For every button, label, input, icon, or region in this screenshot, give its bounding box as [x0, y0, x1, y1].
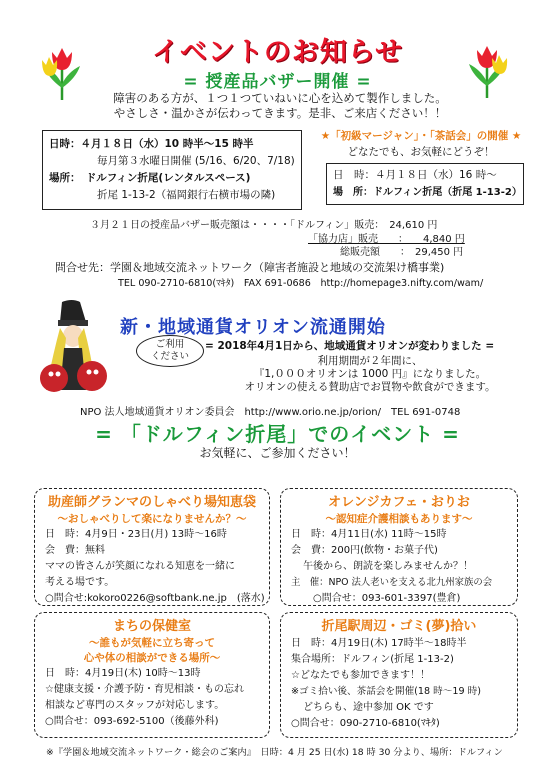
event-line: 日 時：4月11日(水) 11時～15時 [291, 529, 447, 540]
event-line: 日 時：4月9日・23日(月) 13時～16時 [45, 529, 227, 540]
event-title: 助産師グランマのしゃべり場知恵袋 [47, 495, 256, 510]
intro-text [60, 91, 500, 121]
orion-line-2: 『1,０００オリオンは 1000 円』になりました。 [253, 368, 487, 380]
sales-line-2: 「協力店」販売 ： 4,840 円 [308, 234, 465, 245]
mahjong-date: 日 時：４月１８日（水）16 時～ [333, 169, 497, 181]
event-line: 日 時：4月19日(木) 17時半～18時半 [291, 638, 467, 649]
event-title: 折尾駅周辺・ゴミ(夢)拾い [321, 619, 477, 634]
mahjong-note: どなたでも、お気軽にどうぞ！ [347, 146, 495, 158]
orion-footer: NPO 法人地域通貨オリオン委員会 http://www.orio.ne.jp/orion/ TEL 691-0748 [80, 407, 461, 418]
orion-details [230, 355, 510, 394]
event-card-litter-pickup [280, 612, 518, 738]
event-line: どちらも、途中参加 OK です [303, 702, 434, 713]
event-subtitle-2: 心や体の相談ができる場所～ [83, 652, 221, 664]
orion-headline: = 2018年4月1日から、地域通貨オリオンが変わりました = [205, 340, 495, 352]
dolphin-events-subtitle: お気軽に、ご参加ください！ [199, 446, 356, 460]
event-line: 日 時：4月19日(木) 10時～13時 [45, 668, 201, 679]
event-title: オレンジカフェ・おりお [328, 495, 470, 510]
event-line: 集合場所：ドルフィン(折尾 1-13-2) [291, 654, 454, 665]
bazaar-heading: = 授産品バザー開催 = [183, 72, 372, 92]
event-subtitle: ～おしゃべりして楽になりませんか？～ [57, 513, 247, 525]
dolphin-events-title: = 「ドルフィン折尾」でのイベント = [95, 422, 460, 446]
bazaar-place: 場所： ドルフィン折尾(レンタルスペース) [49, 172, 251, 184]
event-line: ママの皆さんが笑顔になれる知恵を一緒に [45, 561, 235, 572]
event-line: 会 費：無料 [45, 545, 105, 556]
bazaar-address: 折尾 1-13-2（福岡銀行右横市場の隣) [97, 189, 276, 201]
sales-line-1: ３月２１日の授産品バザー販売額は・・・・「ドルフィン」販売： 24,610 円 [90, 220, 438, 231]
mahjong-place: 場 所：ドルフィン折尾（折尾 1-13-2） [333, 187, 522, 198]
event-line: ☆どなたでも参加できます！！ [291, 670, 430, 681]
bazaar-schedule: 毎月第３水曜日開催 (5/16、6/20、7/18) [97, 155, 295, 167]
bazaar-date: 日時：４月１８日（水）10 時半～15 時半 [49, 138, 254, 150]
event-subtitle: ～誰もが気軽に立ち寄って [89, 637, 215, 649]
intro-line-2: やさしさ・温かさが伝わってきます。是非、ご来店ください！！ [113, 106, 447, 120]
sales-total: 総販売額 ： 29,450 円 [340, 247, 464, 258]
event-title: まちの保健室 [112, 619, 191, 634]
event-card-grandma [34, 488, 270, 606]
orion-mascot-illustration [32, 298, 122, 398]
bazaar-info-box [42, 130, 302, 210]
orion-title: 新・地域通貨オリオン流通開始 [120, 317, 386, 338]
orion-line-3: オリオンの使える賛助店でお買物や飲食ができます。 [244, 381, 496, 393]
event-line: ※ゴミ拾い後、茶話会を開催(18 時～19 時) [291, 686, 481, 697]
event-contact: ○問合せ：093-692-5100（後藤外科) [45, 716, 219, 727]
event-card-orange-cafe [280, 488, 518, 606]
event-line: 会 費：200円(飲物・お菓子代) [291, 545, 438, 556]
event-contact: ○問合せ:kokoro0226@softbank.ne.jp (落水) [45, 593, 265, 604]
orion-line-1: 利用期間が２年間に、 [317, 355, 423, 367]
event-subtitle: ～認知症介護相談もあります～ [325, 513, 473, 525]
event-line: 午後から、朗読を楽しみませんか？！ [303, 561, 473, 572]
page-title: イベントのお知らせ [151, 37, 404, 68]
intro-line-1: 障害のある方が、１つ１つていねいに心を込めて製作しました。 [113, 91, 447, 105]
footer-note: ※『学園＆地域交流ネットワーク・総会のご案内』 日時：4 月 25 日(水) 18 時 30 分より、場所：ドルフィン [46, 747, 503, 758]
mahjong-info-box [326, 163, 524, 205]
mahjong-title: ★「初級マージャン」・「茶話会」の開催 ★ [320, 130, 522, 142]
event-line: ☆健康支援・介護予防・育児相談・もの忘れ [45, 684, 244, 695]
event-contact: ○問合せ：090-2710-6810(ﾏｷﾀ) [291, 718, 440, 729]
orion-speech-bubble: ご利用 ください [136, 335, 204, 367]
event-contact: ○問合せ：093-601-3397(豊倉) [313, 593, 461, 604]
event-line: 相談など専門のスタッフが対応します。 [45, 700, 225, 711]
event-card-health-room [34, 612, 270, 738]
contact-line-2: TEL 090-2710-6810(ﾏｷﾀ) FAX 691-0686 http://homepage3.nifty.com/wam/ [118, 278, 484, 289]
event-line: 主 催：NPO 法人老いを支える北九州家族の会 [291, 577, 493, 588]
event-line: 考える場です。 [45, 577, 115, 588]
contact-line-1: 問合せ先：学園＆地域交流ネットワーク（障害者施設と地域の交流架け橋事業) [55, 261, 445, 274]
